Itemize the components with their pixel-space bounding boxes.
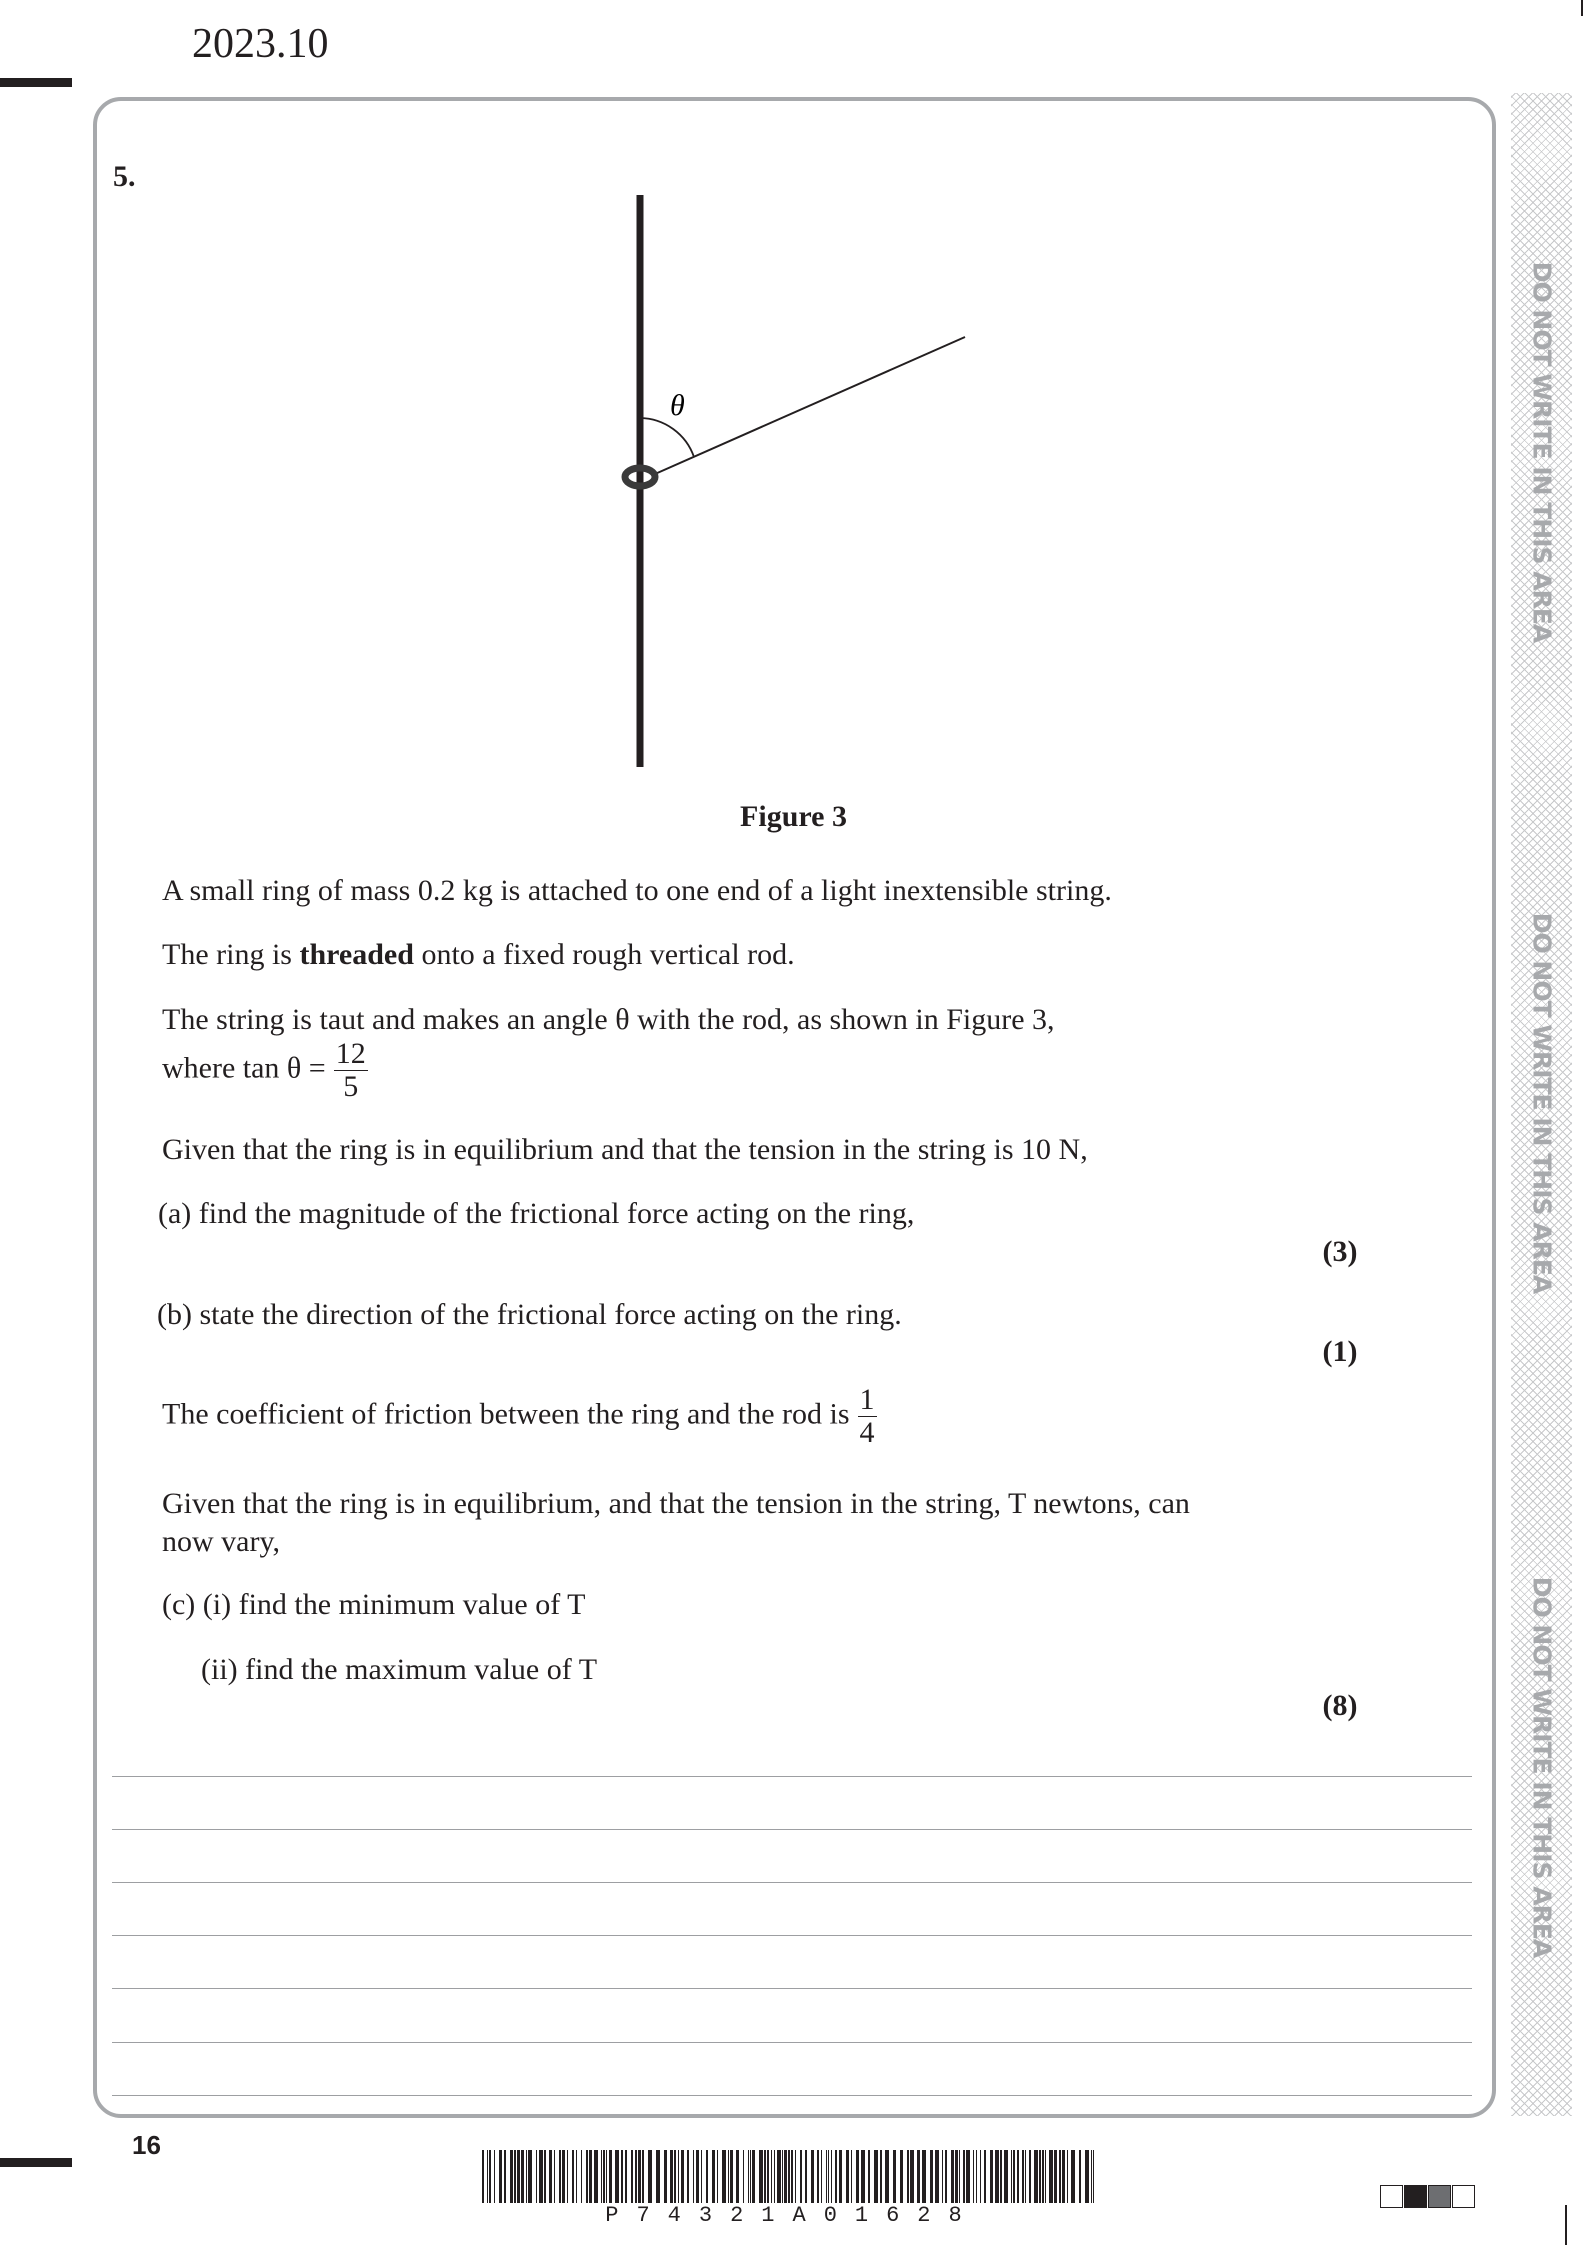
barcode-bar [625,2150,627,2203]
barcode-bar [586,2150,588,2203]
barcode-bar [681,2150,684,2203]
barcode-bar [1062,2150,1065,2203]
barcode-bar [1054,2150,1057,2203]
barcode-bar [521,2150,524,2203]
barcode-bar [615,2150,619,2203]
answer-line[interactable] [112,1935,1472,1936]
barcode-bar [693,2150,694,2203]
barcode-bar [1025,2150,1026,2203]
barcode-bar [750,2150,751,2203]
barcode-bar [736,2150,739,2203]
barcode-bar [494,2150,495,2203]
barcode-bar [795,2150,796,2203]
barcode-bar [811,2150,814,2203]
exam-date: 2023.10 [192,21,329,67]
text-line-1: A small ring of mass 0.2 kg is attached to one end of a light inextensible string. [162,874,1112,907]
denominator: 4 [859,1416,875,1449]
barcode-bar [885,2150,889,2203]
coefficient-line [162,1384,877,1449]
barcode-bar [510,2150,513,2203]
page-indicator-boxes [1380,2185,1476,2208]
text: where tan θ = [162,1051,326,1085]
numerator: 12 [335,1037,366,1070]
barcode-bar [917,2150,920,2203]
barcode-bar [942,2150,943,2203]
barcode-bar [678,2150,679,2203]
do-not-write-label: DO NOT WRITE IN THIS AREA [1527,912,1557,1294]
barcode-bar [656,2150,660,2203]
barcode-bar [951,2150,954,2203]
registration-mark-bottom [0,2158,72,2167]
barcode-bar [955,2150,958,2203]
barcode-bar [514,2150,516,2203]
answer-line[interactable] [112,1776,1472,1777]
barcode-bar [562,2150,565,2203]
indicator-box [1404,2185,1427,2208]
barcode-bar [504,2150,506,2203]
barcode-bar [976,2150,977,2203]
answer-line[interactable] [112,2042,1472,2043]
barcode-bar [606,2150,607,2203]
text-line-2 [162,937,795,973]
barcode-text: P74321A01628 [605,2203,980,2228]
barcode-bar [1011,2150,1012,2203]
barcode-bar [603,2150,605,2203]
barcode-bar [544,2150,546,2203]
barcode-bar [930,2150,933,2203]
barcode-bar [549,2150,552,2203]
barcode-bar [589,2150,592,2203]
barcode-bar [594,2150,598,2203]
figure-3-diagram [0,0,1587,900]
text-line-3: The string is taut and makes an angle θ with the rod, as shown in Figure 3, [162,1003,1055,1036]
barcode-bar [748,2150,749,2203]
answer-line[interactable] [112,1882,1472,1883]
barcode-bar [499,2150,502,2203]
barcode-bar [536,2150,537,2203]
barcode-bar [759,2150,763,2203]
barcode-bar [1004,2150,1008,2203]
fraction-12-5 [334,1038,368,1103]
marks-b: (1) [1322,1335,1358,1368]
barcode-bar [846,2150,849,2203]
barcode-bar [821,2150,822,2203]
barcode-bar [767,2150,769,2203]
text-line-5: Given that the ring is in equilibrium and that the tension in the string is 10 N, [162,1133,1088,1166]
barcode-bar [774,2150,775,2203]
barcode-bar [567,2150,568,2203]
barcode-bar [642,2150,644,2203]
denominator: 5 [343,1070,359,1103]
barcode-bar [1079,2150,1081,2203]
barcode-bar [687,2150,689,2203]
do-not-write-label: DO NOT WRITE IN THIS AREA [1527,261,1557,643]
barcode-bar [984,2150,986,2203]
answer-line[interactable] [112,1988,1472,1989]
barcode-bar [712,2150,715,2203]
barcode-bar [489,2150,491,2203]
barcode-bar [1042,2150,1044,2203]
text: The coefficient of friction between the ring and the rod is [162,1397,850,1431]
barcode-bar [701,2150,702,2203]
marks-a: (3) [1322,1235,1358,1268]
barcode-bar [621,2150,623,2203]
barcode-bar [764,2150,766,2203]
barcode-bar [963,2150,965,2203]
barcode-bar [851,2150,852,2203]
barcode-bar [631,2150,633,2203]
barcode-bar [835,2150,837,2203]
numerator: 1 [859,1383,875,1416]
marks-c: (8) [1322,1689,1358,1722]
barcode-bar [784,2150,787,2203]
text-line-4 [162,1038,368,1103]
indicator-box [1452,2185,1475,2208]
barcode-bar [1049,2150,1053,2203]
barcode-bar [635,2150,637,2203]
barcode-bar [945,2150,947,2203]
barcode-bar [782,2150,783,2203]
answer-line[interactable] [112,1829,1472,1830]
string [655,337,965,474]
barcode-bar [1071,2150,1075,2203]
barcode-bar [576,2150,577,2203]
page-number: 16 [132,2130,161,2160]
barcode-bar [973,2150,974,2203]
barcode-bar [609,2150,612,2203]
barcode-bar [1000,2150,1002,2203]
barcode-bar [1022,2150,1024,2203]
barcode-bar [648,2150,652,2203]
given-line-1: Given that the ring is in equilibrium, and that the tension in the string, T newtons, can [162,1487,1190,1520]
barcode-bar [1091,2150,1092,2203]
barcode-bar [907,2150,909,2203]
barcode-bar [517,2150,520,2203]
barcode-bar [1085,2150,1089,2203]
part-c-i: (c) (i) find the minimum value of T [162,1588,586,1621]
barcode-bar [670,2150,673,2203]
barcode-bar [1029,2150,1031,2203]
barcode-bar [831,2150,832,2203]
barcode-bar [664,2150,667,2203]
barcode-bar [861,2150,865,2203]
barcode-bar [1093,2150,1094,2203]
barcode-bar [791,2150,793,2203]
theta-label: θ [670,389,685,422]
part-a: (a) find the magnitude of the frictional force acting on the ring, [158,1197,915,1230]
indicator-box [1428,2185,1451,2208]
text: onto a fixed rough vertical rod. [413,938,795,971]
barcode-bar [856,2150,859,2203]
barcode-bar [752,2150,755,2203]
barcode-bar [777,2150,781,2203]
crop-mark-bottom [1565,2205,1567,2245]
figure-caption: Figure 3 [740,800,847,833]
barcode-bar [788,2150,790,2203]
barcode-bar [526,2150,527,2203]
barcode-bar [722,2150,726,2203]
barcode-bar [717,2150,718,2203]
barcode-bar [980,2150,981,2203]
angle-arc [640,418,694,457]
barcode-bar [1034,2150,1038,2203]
barcode-bar [1039,2150,1041,2203]
fraction-1-4 [858,1384,877,1449]
barcode-bar [990,2150,993,2203]
barcode-bar [995,2150,999,2203]
text: The ring is [162,938,300,971]
barcode-bar [706,2150,708,2203]
barcode-bar [1013,2150,1015,2203]
barcode-bar [828,2150,829,2203]
answer-line[interactable] [112,2095,1472,2096]
barcode-bar [539,2150,543,2203]
barcode-bar [959,2150,960,2203]
crop-mark-top [1581,0,1583,16]
barcode-bar [817,2150,819,2203]
barcode-bar [966,2150,970,2203]
barcode-bar [800,2150,802,2203]
barcode-bar [910,2150,914,2203]
barcode-bar [638,2150,641,2203]
barcode-bar [1067,2150,1068,2203]
barcode-bar [1017,2150,1019,2203]
barcode-bar [528,2150,532,2203]
barcode-bar [922,2150,926,2203]
barcode-bar [559,2150,561,2203]
barcode-bar [900,2150,903,2203]
barcode-bar [771,2150,772,2203]
question-number: 5. [113,160,136,193]
barcode [482,2150,1103,2203]
indicator-box [1380,2185,1403,2208]
do-not-write-label: DO NOT WRITE IN THIS AREA [1527,1576,1557,1958]
barcode-bar [674,2150,676,2203]
barcode-bar [730,2150,733,2203]
barcode-bar [839,2150,842,2203]
barcode-bar [482,2150,484,2203]
barcode-bar [805,2150,807,2203]
barcode-bar [874,2150,878,2203]
barcode-bar [1045,2150,1046,2203]
barcode-bar [893,2150,896,2203]
barcode-bar [572,2150,574,2203]
part-b: (b) state the direction of the frictional force acting on the ring. [157,1298,902,1331]
barcode-bar [581,2150,582,2203]
barcode-bar [868,2150,870,2203]
barcode-bar [487,2150,488,2203]
barcode-bar [935,2150,939,2203]
barcode-bar [826,2150,827,2203]
given-line-2: now vary, [162,1525,281,1558]
part-c-ii: (ii) find the maximum value of T [201,1653,598,1686]
barcode-bar [696,2150,699,2203]
barcode-bar [743,2150,744,2203]
bold-text: threaded [299,938,414,971]
barcode-bar [601,2150,602,2203]
barcode-bar [1059,2150,1061,2203]
barcode-bar [728,2150,729,2203]
barcode-bar [880,2150,882,2203]
barcode-bar [554,2150,555,2203]
